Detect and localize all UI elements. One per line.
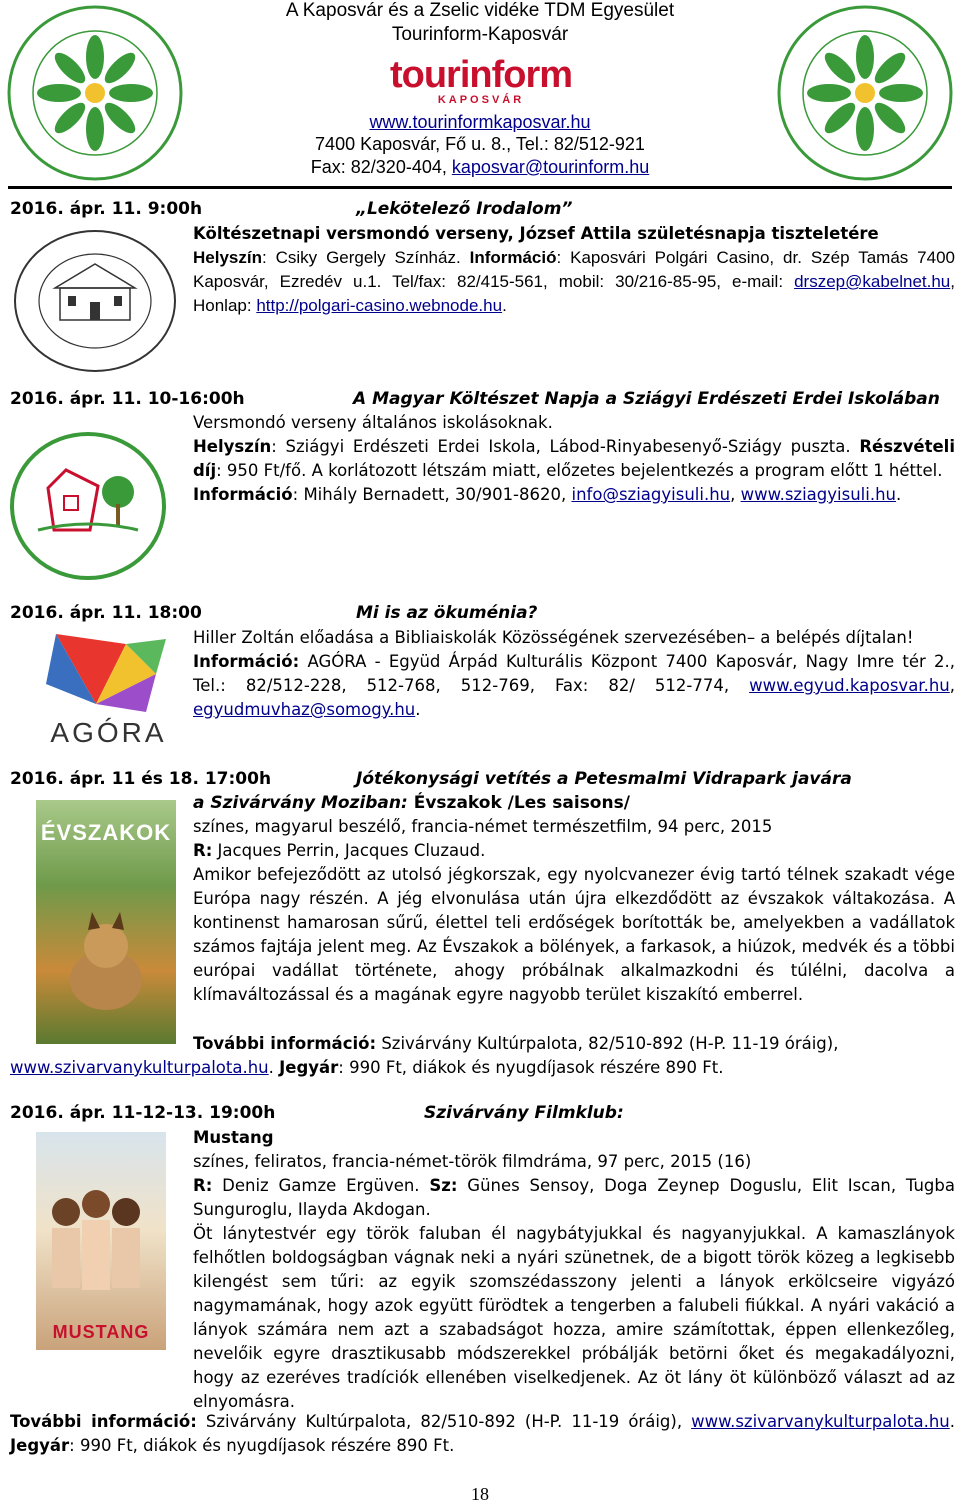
event-4-line1: színes, magyarul beszélő, francia-német természetfilm, 94 perc, 2015 (193, 817, 773, 836)
event-2-website-link[interactable]: www.sziagyisuli.hu (740, 485, 896, 504)
event-2-info: : Mihály Bernadett, 30/901-8620, (292, 485, 572, 504)
event-4-website-link[interactable]: www.szivarvanykulturpalota.hu (10, 1058, 269, 1077)
event-2-comma: , (730, 485, 741, 504)
event-3-info-label: Információ: (193, 652, 300, 671)
event-4-more-label: További információ: (193, 1034, 377, 1053)
event-4-description: Amikor befejeződött az utolsó jégkorszak, egy nyolcvanezer évig tartó télnek szakadt vége Európa nagy részén. A jég elvonulása után újra elkezdődött az évszakok váltakozása. A kontinenst hamarosan sűrű, élettel teli erdőségek borították be, amelyekben a vadállatok számos fajtája jelent meg. Az Évszakok a bölények, a farkasok, a hiúzok, medvék és a többi európai vadállat története, ahogy próbálnak alkalmazkodni és túlélni, dacolva a klímaváltozással és a magának egyre nagyobb terület kiszakító emberrel. (193, 865, 955, 1004)
event-2-venue-label: Helyszín (193, 437, 272, 456)
org-name: A Kaposvár és a Zselic vidéke TDM Egyesület (285, 0, 675, 21)
event-1-info: : Kaposvári Polgári Casino, dr. Szép Tamás 7400 Kaposvár, Ezredév u.1. Tel/fax: 82/415-561, mobil: 30/216-85-95, e-mail: (193, 248, 956, 291)
event-4-ticket-label: Jegyár (279, 1058, 339, 1077)
agora-logo (36, 634, 181, 746)
org-subname: Tourinform-Kaposvár (391, 24, 569, 45)
event-3-info: AGÓRA - Együd Árpád Kulturális Központ 7400 Kaposvár, Nagy Imre tér 2., Tel.: 82/512-228, 512-768, 512-769, Fax: 82/ 512-774, (193, 652, 955, 695)
event-1-title: „Lekötelező Irodalom” (356, 199, 573, 219)
event-2-info-label: Információ (193, 485, 293, 504)
event-1-info-label: Információ (469, 248, 557, 267)
tourinform-logo-text: tourinform (389, 54, 573, 96)
event-2-fee: : 950 Ft/fő. A korlátozott létszám miatt, előzetes bejelentkezés a program előtt 1 héttel. (216, 461, 943, 480)
event-5-cast-label: Sz: (429, 1176, 458, 1195)
event-5-description-wrap (10, 1222, 955, 1414)
agora-logo-mark (36, 634, 181, 714)
event-2-line1: Versmondó verseny általános iskolásoknak. (193, 413, 553, 432)
event-3-date: 2016. ápr. 11. 18:00 (10, 603, 202, 623)
mustang-poster-title: MUSTANG (52, 1322, 150, 1342)
event-2-end: . (895, 485, 902, 504)
tourinform-website-link[interactable]: www.tourinformkaposvar.hu (369, 112, 591, 132)
tourinform-email-link[interactable]: kaposvar@tourinform.hu (451, 157, 650, 177)
event-3-email-link[interactable]: egyudmuvhaz@somogy.hu (193, 700, 416, 719)
tourinform-logo-sub: KAPOSVÁR (437, 94, 525, 106)
fax-text: Fax: 82/320-404, (310, 157, 452, 177)
event-3-comma: , (949, 676, 955, 695)
polgari-casino-logo (10, 226, 180, 376)
fax-line (0, 157, 960, 177)
page-number: 18 (471, 1484, 489, 1504)
event-4-date: 2016. ápr. 11 és 18. 17:00h (10, 769, 272, 789)
event-1-website-link[interactable]: http://polgari-casino.webnode.hu (256, 296, 503, 315)
event-5-title: Szivárvány Filmklub: (424, 1103, 624, 1123)
lynx-illustration (60, 910, 152, 1020)
event-3-website-link[interactable]: www.egyud.kaposvar.hu (749, 676, 950, 695)
event-4-title: Jótékonysági vetítés a Petesmalmi Vidrapark javára (356, 769, 852, 789)
event-3-title: Mi is az ökuménia? (356, 603, 538, 623)
event-4-dot: . (268, 1058, 280, 1077)
event-5-dot: . (949, 1412, 955, 1431)
event-1-email-link[interactable]: drszep@kabelnet.hu (794, 272, 951, 291)
event-4-film-title: Évszakok /Les saisons/ (413, 793, 630, 813)
event-5-more-label: További információ: (10, 1412, 197, 1431)
event-1-venue: : Csiky Gergely Színház. (261, 248, 470, 267)
event-2-email-link[interactable]: info@sziagyisuli.hu (571, 485, 731, 504)
event-3-line1: Hiller Zoltán előadása a Bibliaiskolák Közösségének szervezésében– a belépés díjtalan! (193, 628, 914, 647)
sziagyi-erdei-iskola-logo (8, 430, 168, 582)
event-1-honlap: , Honlap: (193, 272, 955, 315)
header-divider (8, 186, 952, 189)
event-5-cast: Günes Sensoy, Doga Zeynep Doguslu, Elit Iscan, Tugba Sunguroglu, Ilayda Akdogan. (193, 1176, 955, 1219)
event-1-venue-label: Helyszín (193, 248, 262, 267)
evszakok-poster-title: ÉVSZAKOK (40, 820, 172, 845)
event-5-ticket: : 990 Ft, diákok és nyugdíjasok részére 890 Ft. (69, 1436, 455, 1455)
event-4-director: Jacques Perrin, Jacques Cluzaud. (212, 841, 486, 860)
event-2-venue: : Sziágyi Erdészeti Erdei Iskola, Lábod-Rinyabesenyő-Sziágy puszta. (271, 437, 860, 456)
event-5-film-title: Mustang (193, 1128, 274, 1147)
event-5-description: Öt lánytestvér egy török faluban él nagybátyjukkal és nagyanyjukkal. A kamaszlányok felhőtlen boldogságban vágnak neki a nyári szünetnek, de a bigott török közeg a legkisebb kilengést sem tűri: az egyik szomszédasszony jelenti a lányok erkölcseire vigyázó nagymamának, hogy azok együtt fürödtek a tengerben a falubeli fiúkkal. A nyári vakáció a lányok számára nem azt a szabadságot hozza, amire számítottak, éppen ellenkezőleg, nevelőik egyre drasztikusabb módszerekkel próbálják betörni őket és megakadályozni, hogy az ezeréves tradíciók ellenében viselkedjenek. Az öt lány öt különböző választ ad az elnyomásra. (193, 1224, 955, 1411)
event-4-more: Szivárvány Kultúrpalota, 82/510-892 (H-P. 11-19 óráig), (376, 1034, 839, 1053)
event-4-ticket: : 990 Ft, diákok és nyugdíjasok részére 890 Ft. (338, 1058, 724, 1077)
event-5-date: 2016. ápr. 11-12-13. 19:00h (10, 1103, 276, 1123)
event-1-subtitle: Költészetnapi versmondó verseny, József Attila születésnapja tiszteletére (193, 224, 879, 243)
event-5-more: Szivárvány Kultúrpalota, 82/510-892 (H-P. 11-19 óráig), (196, 1412, 692, 1431)
event-2-title: A Magyar Költészet Napja a Sziágyi Erdészeti Erdei Iskolában (353, 389, 940, 409)
evszakok-poster (36, 800, 176, 1044)
event-3-end: . (415, 700, 421, 719)
event-4-title2: a Szivárvány Moziban: (193, 793, 414, 813)
event-5-website-link[interactable]: www.szivarvanykulturpalota.hu (691, 1412, 950, 1431)
tourinform-logo (370, 54, 592, 110)
address-line: 7400 Kaposvár, Fő u. 8., Tel.: 82/512-921 (315, 134, 645, 154)
event-2-date: 2016. ápr. 11. 10-16:00h (10, 389, 245, 409)
agora-logo-text: AGÓRA (50, 717, 167, 748)
event-5-director: Deniz Gamze Ergüven. (212, 1176, 430, 1195)
event-5-director-label: R: (193, 1176, 213, 1195)
event-2-fee-label: Részvételi díj (193, 437, 955, 480)
event-1-date: 2016. ápr. 11. 9:00h (10, 199, 203, 219)
event-5-ticket-label: Jegyár (10, 1436, 70, 1455)
event-1-end: . (502, 296, 507, 315)
event-5-line1: színes, feliratos, francia-német-török filmdráma, 97 perc, 2015 (16) (193, 1152, 752, 1171)
event-4-director-label: R: (193, 841, 213, 860)
